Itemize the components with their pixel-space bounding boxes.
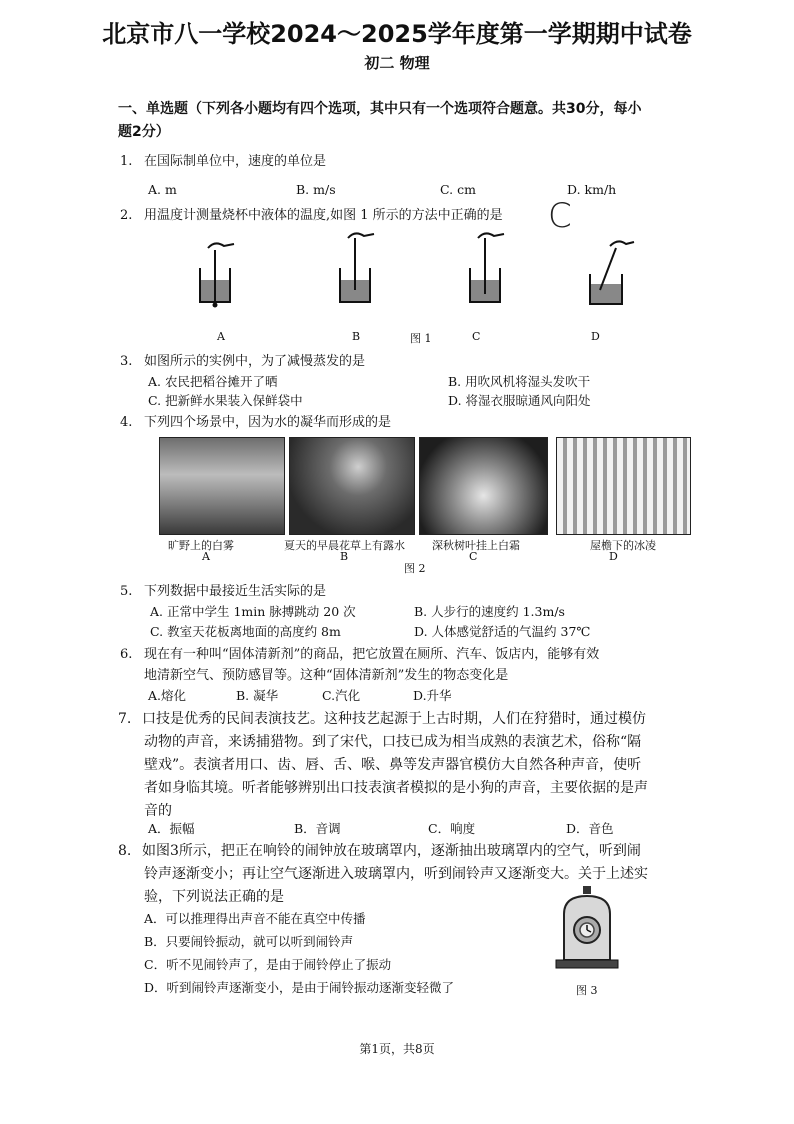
photo-icicles (556, 437, 691, 535)
option-d: D. 人体感觉舒适的气温约 37℃ (414, 624, 591, 639)
figure-label: C (472, 330, 481, 343)
handwritten-answer: C (548, 196, 572, 236)
page-footer: 第1页，共8页 (359, 1042, 435, 1056)
question-stem: 在国际制单位中，速度的单位是 (144, 154, 327, 169)
option-a: A．振幅 (148, 821, 195, 836)
figure-label: D (591, 330, 600, 343)
beaker-thermometer-icon (200, 243, 234, 307)
question-stem: 现在有一种叫“固体清新剂”的商品，把它放置在厕所、汽车、饭店内，能够有效 (144, 647, 600, 662)
question-number: 1. (120, 154, 133, 169)
beaker-thermometer-icon (470, 233, 504, 302)
question-stem-cont: 铃声逐渐变小；再让空气逐渐进入玻璃罩内，听到闹铃声又逐渐变大。关于上述实 (144, 866, 648, 882)
question-number: 6. (120, 647, 133, 662)
question-stem-cont: 壁戏”。表演者用口、齿、唇、舌、喉、鼻等发声器官模仿大自然各种声音，使听 (144, 757, 642, 773)
question-stem-cont: 地清新空气、预防感冒等。这种“固体清新剂”发生的物态变化是 (144, 668, 509, 683)
option-b: B. m/s (296, 182, 336, 197)
option-a: A.熔化 (148, 688, 187, 703)
question-number: 3. (120, 354, 133, 369)
question-stem: 如图所示的实例中，为了减慢蒸发的是 (144, 354, 366, 369)
question-stem-cont: 音的 (144, 803, 172, 819)
option-d: D. 将湿衣服晾通风向阳处 (448, 393, 591, 408)
question-stem: 口技是优秀的民间表演技艺。这种技艺起源于上古时期，人们在狩猎时，通过模仿 (142, 711, 646, 727)
option-d: D．听到闹铃声逐渐变小，是由于闹铃振动逐渐变轻微了 (144, 980, 455, 995)
photo-dew (289, 437, 415, 535)
option-b: B．只要闹铃振动，就可以听到闹铃声 (144, 934, 354, 949)
question-6 (120, 643, 599, 662)
page-title: 北京市八一学校2024～2025学年度第一学期期中试卷 (102, 20, 692, 48)
photo-letter: D (609, 550, 618, 563)
question-number: 5. (120, 584, 133, 599)
question-5 (120, 580, 326, 599)
photo-fog (159, 437, 285, 535)
question-stem: 下列数据中最接近生活实际的是 (144, 584, 327, 599)
question-8 (118, 840, 641, 860)
option-c: C.汽化 (322, 688, 361, 703)
question-number: 2. (120, 208, 133, 223)
option-b: B. 人步行的速度约 1.3m/s (414, 604, 565, 619)
beaker-thermometer-icon (340, 233, 374, 302)
option-a: A．可以推理得出声音不能在真空中传播 (144, 911, 366, 926)
photo-frost (419, 437, 548, 535)
option-c: C. cm (440, 182, 476, 197)
section-heading: 一、单选题（下列各小题均有四个选项，其中只有一个选项符合题意。共30分，每小 (118, 101, 642, 117)
option-b: B. 用吹风机将湿头发吹干 (448, 374, 591, 389)
question-7 (118, 708, 646, 728)
option-c: C．听不见闹铃声了，是由于闹铃停止了振动 (144, 957, 392, 972)
photo-caption: 旷野上的白雾 (168, 539, 234, 552)
question-stem: 用温度计测量烧杯中液体的温度,如图 1 所示的方法中正确的是 (144, 208, 503, 223)
question-number: 8. (118, 843, 132, 859)
question-stem: 如图3所示，把正在响铃的闹钟放在玻璃罩内，逐渐抽出玻璃罩内的空气，听到闹 (142, 843, 641, 859)
option-d: D. km/h (567, 182, 617, 197)
beaker-thermometer-icon (590, 241, 634, 304)
question-stem-cont: 者如身临其境。听者能够辨别出口技表演者模拟的是小狗的声音，主要依据的是声 (144, 780, 648, 796)
question-4 (120, 411, 391, 430)
option-a: A. 农民把稻谷摊开了晒 (148, 374, 278, 389)
figure-label: B (352, 330, 361, 343)
photo-caption: 屋檐下的冰凌 (590, 539, 656, 552)
figure-1-thermometers (190, 228, 650, 310)
photo-letter: C (469, 550, 478, 563)
photo-caption: 深秋树叶挂上白霜 (432, 539, 520, 552)
figure-caption: 图 3 (576, 984, 598, 997)
page-subtitle: 初二 物理 (364, 54, 430, 72)
question-stem-cont: 验，下列说法正确的是 (144, 889, 284, 905)
question-stem-cont: 动物的声音，来诱捕猎物。到了宋代，口技已成为相当成熟的表演艺术，俗称“隔 (144, 734, 642, 750)
question-stem: 下列四个场景中，因为水的凝华而形成的是 (144, 415, 392, 430)
photo-letter: A (202, 550, 210, 563)
bell-jar-icon (552, 884, 622, 972)
question-3 (120, 350, 365, 369)
option-c: C．响度 (428, 821, 476, 836)
photo-caption: 夏天的早晨花草上有露水 (284, 539, 405, 552)
option-b: B．音调 (294, 821, 341, 836)
option-a: A. 正常中学生 1min 脉搏跳动 20 次 (150, 604, 356, 619)
option-d: D．音色 (566, 821, 614, 836)
question-2 (120, 204, 503, 223)
option-a: A. m (148, 182, 177, 197)
option-d: D.升华 (413, 688, 452, 703)
question-1 (120, 150, 326, 169)
option-c: C. 把新鲜水果装入保鲜袋中 (148, 393, 303, 408)
section-heading-cont: 题2分） (118, 124, 170, 140)
photo-letter: B (340, 550, 349, 563)
option-c: C. 教室天花板离地面的高度约 8m (150, 624, 341, 639)
figure-label: A (217, 330, 225, 343)
question-number: 4. (120, 415, 133, 430)
option-b: B. 凝华 (236, 688, 279, 703)
figure-caption: 图 1 (410, 332, 432, 345)
question-number: 7. (118, 711, 132, 727)
figure-caption: 图 2 (404, 562, 426, 575)
